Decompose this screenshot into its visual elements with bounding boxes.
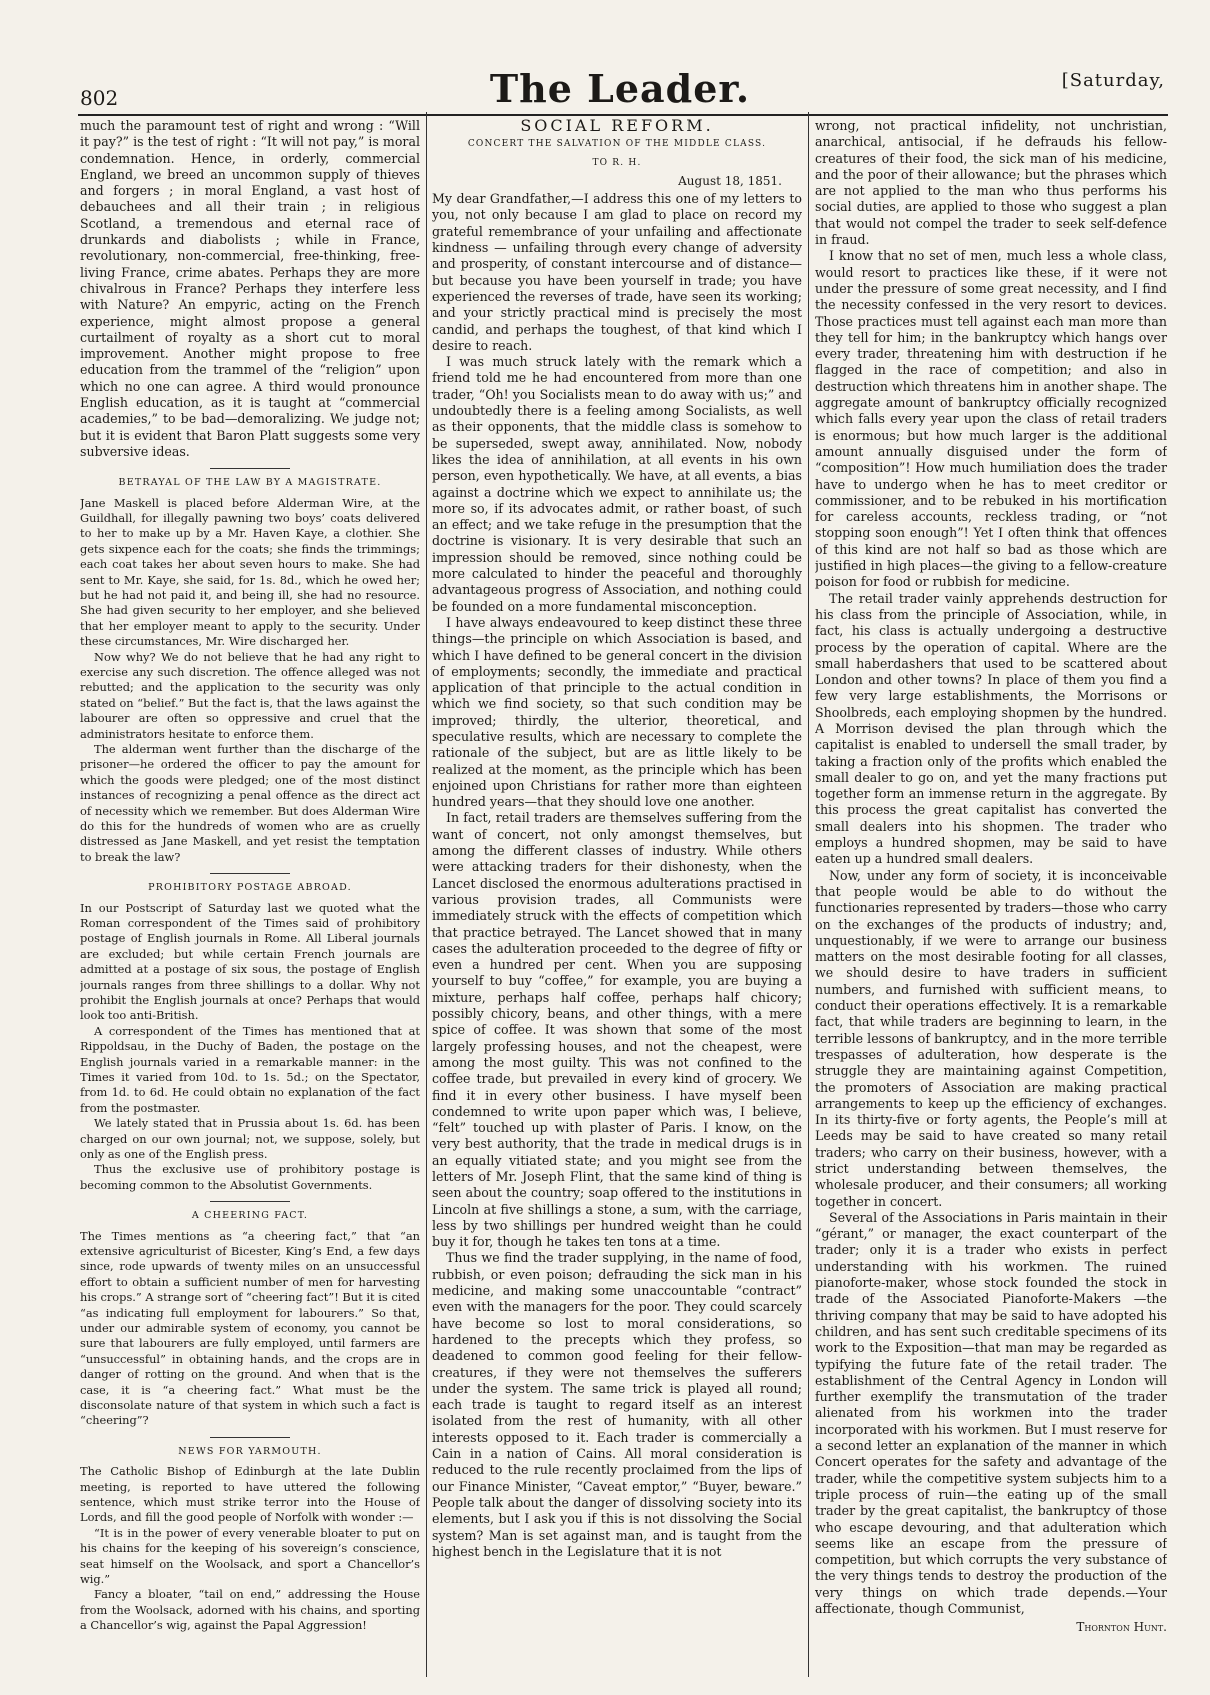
quotation: “It is in the power of every venerable bloater to put on his chains for the keeping of his sovereign’s conscience, seat himself on the Woolsack, and sport a Chancellor’s wig.” <box>80 1525 420 1587</box>
article-date: August 18, 1851. <box>678 173 782 188</box>
paragraph: My dear Grandfather,—I address this one of my letters to you, not only because I am glad to place on record my grateful remembrance of your unfailing and affectionate kindness — unfailing through every change of adversity and prosperity, of constant intercourse and of distance—but because you have been yourself in trade; you have experienced the reverses of trade, have seen its working; and your strictly practical mind is precisely the most candid, and perhaps the toughest, of that kind which I desire to reach. <box>432 191 802 353</box>
column-2 <box>432 118 802 1678</box>
paragraph: Several of the Associations in Paris maintain in their “gérant,” or manager, the exact counterpart of the trader; only it is a trader who exists in perfect understanding with his workmen. The ruined pianoforte-maker, whose stock founded the stock in trade of the Associated Pianoforte-Makers —the thriving company that may be said to have adopted his children, and has sent such creditable specimens of its work to the Exposition—that man may be regarded as typifying the future fate of the retail trader. The establishment of the Central Agency in London will further exemplify the transmutation of the trader alienated from his workmen into the trader incorporated with his workmen. But I must reserve for a second letter an explanation of the manner in which Concert operates for the safety and advantage of the trader, while the competitive system subjects him to a triple process of ruin—the eating up of the small trader by the great capitalist, the bankruptcy of those who escape devouring, and that adulteration which seems like an escape from the pressure of competition, but which corrupts the very substance of the very things tends to destroy the production of the very things on which trade depends.—Your affectionate, though Communist, <box>815 1209 1167 1617</box>
issue-day: [Saturday, <box>1061 70 1165 91</box>
paragraph: In fact, retail traders are themselves suffering from the want of concert, not only amongst themselves, but among the different classes of industry. While others were attacking traders for their dishonesty, when the Lancet disclosed the enormous adulterations practised in various provision trades, all Communists were immediately struck with the effects of competition which that practice betrayed. The Lancet showed that in many cases the adulteration proceeded to the degree of fifty or even a hundred per cent. When you are supposing yourself to buy “coffee,” for example, you are buying a mixture, perhaps half coffee, perhaps half chicory; possibly chicory, beans, and other things, with a mere spice of coffee. It was shown that some of the most largely professing houses, and not the cheapest, were among the most guilty. This was not confined to the coffee trade, but prevailed in every kind of grocery. We find it in every other business. I have myself been condemned to write upon paper which was, I believe, “felt” touched up with plaster of Paris. I know, on the very best authority, that the trade in medical drugs is in an equally vitiated state; and you might see from the letters of Mr. Joseph Flint, that the same kind of thing is seen about the country; soap offered to the institutions in Lincoln at five shillings a stone, a sum, with the carriage, less by two shillings per hundred weight than he could buy it for, though he takes ten tons at a time. <box>432 810 802 1250</box>
paragraph: Thus the exclusive use of prohibitory postage is becoming common to the Absolutist Governments. <box>80 1162 420 1192</box>
paragraph: The Times mentions as “a cheering fact,” that “an extensive agriculturist of Bicester, King’s End, a few days since, rode upwards of twenty miles on an unsuccessful effort to obtain a sufficient number of men for harvesting his crops.” A strange sort of “cheering fact”! But it is cited “as indicating full employment for labourers.” So that, under our admirable system of economy, you cannot be sure that labourers are fully employed, until farmers are “unsuccessful” in obtaining hands, and the crops are in danger of rotting on the ground. And when that is the case, it is “a cheering fact.” What must be the disconsolate nature of that system in which such a fact is “cheering”? <box>80 1228 420 1428</box>
paragraph: We lately stated that in Prussia about 1s. 6d. has been charged on our own journal; not, we suppose, solely, but only as one of the English press. <box>80 1116 420 1162</box>
paragraph: I have always endeavoured to keep distinct these three things—the principle on which Association is based, and which I have defined to be general concert in the division of employments; secondly, the immediate and practical application of that principle to the actual condition in which we find society, so that such condition may be improved; thirdly, the ulterior, theoretical, and speculative results, which are necessary to complete the rationale of the subject, but are as little likely to be realized at the moment, as the principle which has been enjoined upon Christians for rather more than eighteen hundred years—that they should love one another. <box>432 614 802 810</box>
paragraph: Fancy a bloater, “tail on end,” addressing the House from the Woolsack, adorned with his chains, and sporting a Chancellor’s wig, against the Papal Aggression! <box>80 1587 420 1633</box>
section-rule <box>210 1201 290 1202</box>
section-heading: A CHEERING FACT. <box>191 1210 309 1222</box>
paragraph: The retail trader vainly apprehends destruction for his class from the principle of Association, while, in fact, his class is actually undergoing a destructive process by the operation of capital. Where are the small haberdashers that used to be scattered about London and other towns? In place of them you find a few very large establishments, the Morrisons or Shoolbreds, each employing shopmen by the hundred. A Morrison devised the plan through which the capitalist is enabled to undersell the small trader, by taking a fraction only of the profits which enabled the small dealer to go on, and yet the many fractions put together form an immense return in the aggregate. By this process the great capitalist has converted the small dealers into his shopmen. The trader who employs a hundred shopmen, may be said to have eaten up a hundred small dealers. <box>815 590 1167 867</box>
article-subtitle: CONCERT THE SALVATION OF THE MIDDLE CLASS. <box>467 139 767 150</box>
paragraph: Now, under any form of society, it is inconceivable that people would be able to do without the functionaries represented by traders—those who carry on the exchanges of the products of industry; and, unquestionably, if we were to arrange our business matters on the most desirable footing for all classes, we should desire to have traders in sufficient numbers, and furnished with sufficient means, to conduct their operations effectively. It is a remarkable fact, that while traders are beginning to learn, in the terrible lessons of bankruptcy, and in the more terrible trespasses of adulteration, how desperate is the struggle they are maintaining against Competition, the promoters of Association are making practical arrangements to keep up the efficiency of exchanges. In its thirty-five or forty agents, the People’s mill at Leeds may be said to have created so many retail traders; who carry on their business, however, with a strict understanding between themselves, the wholesale producer, and their consumers; all working together in concert. <box>815 867 1167 1209</box>
paragraph: Now why? We do not believe that he had any right to exercise any such discretion. The offence alleged was not rebutted; and the application to the security was only stated on “belief.” But the fact is, that the laws against the labourer are often so oppressive and cruel that the administrators hesitate to enforce them. <box>80 649 420 741</box>
paragraph: wrong, not practical infidelity, not unchristian, anarchical, antisocial, if he defrauds his fellow-creatures of their food, the sick man of his medicine, and the poor of their allowance; but the phrases which are not applied to the man who thus performs his social duties, are applied to those who suggest a plan that would not compel the trader to seek self-defence in fraud. <box>815 118 1167 248</box>
masthead-title: The Leader. <box>489 66 751 111</box>
section-heading: BETRAYAL OF THE LAW BY A MAGISTRATE. <box>118 477 382 489</box>
page-header <box>80 62 1165 114</box>
section-rule <box>210 468 290 469</box>
paragraph: Thus we find the trader supplying, in the name of food, rubbish, or even poison; defrauding the sick man in his medicine, and making some unaccountable “contract” even with the managers for the poor. They could scarcely have become so lost to moral considerations, so hardened to the precepts which they profess, so deadened to common good feeling for their fellow-creatures, if they were not themselves the sufferers under the system. The same trick is played all round; each trade is taught to regard itself as an interest isolated from the rest of humanity, with all other interests opposed to it. Each trader is commercially a Cain in a nation of Cains. All moral consideration is reduced to the rule recently proclaimed from the lips of our Finance Minister, “Caveat emptor,” “Buyer, beware.” People talk about the danger of dissolving society into its elements, but I ask you if this is not dissolving the Social system? Man is set against man, and is taught from the highest bench in the Legislature that it is not <box>432 1250 802 1559</box>
section-rule <box>210 1437 290 1438</box>
paragraph: Jane Maskell is placed before Alderman Wire, at the Guildhall, for illegally pawning two boys’ coats delivered to her to make up by a Mr. Haven Kaye, a clothier. She gets sixpence each for the coats; she finds the trimmings; each coat takes her about seven hours to make. She had sent to Mr. Kaye, she said, for 1s. 8d., which he owed her; but he had not paid it, and being ill, she had no resource. She had given security to her employer, and she believed that her employer meant to apply to the security. Under these circumstances, Mr. Wire discharged her. <box>80 495 420 649</box>
paragraph: I was much struck lately with the remark which a friend told me he had encountered from more than one trader, “Oh! you Socialists mean to do away with us;” and undoubtedly there is a feeling among Socialists, as well as their opponents, that the middle class is somehow to be superseded, swept away, annihilated. Now, nobody likes the idea of annihilation, at all events in his own person, even hypothetically. We have, at all events, a bias against a doctrine which we expect to annihilate us; the more so, if its advocates admit, or rather boast, of such an effect; and we take refuge in the presumption that the doctrine is visionary. It is very desirable that such an impression should be removed, since nothing could be more calculated to hinder the peaceful and thoroughly advantageous progress of Association, and nothing could be founded on a more fundamental misconception. <box>432 354 802 614</box>
article-recipient: TO R. H. <box>592 157 642 168</box>
column-divider <box>426 112 427 1677</box>
paragraph: The Catholic Bishop of Edinburgh at the late Dublin meeting, is reported to have uttered the following sentence, which must strike terror into the House of Lords, and fill the good people of Norfolk with wonder :— <box>80 1464 420 1525</box>
section-heading: NEWS FOR YARMOUTH. <box>178 1445 322 1457</box>
paragraph: In our Postscript of Saturday last we quoted what the Roman correspondent of the Times said of prohibitory postage of English journals in Rome. All Liberal journals are excluded; but while certain French journals are admitted at a postage of six sous, the postage of English journals ranges from three shillings to a dollar. Why not prohibit the English journals at once? Perhaps that would look too anti-British. <box>80 900 420 1023</box>
header-rule <box>78 114 1168 116</box>
article-title: SOCIAL REFORM. <box>520 118 714 135</box>
paragraph: The alderman went further than the discharge of the prisoner—he ordered the officer to pay the amount for which the goods were pledged; one of the most distinct instances of recognizing a penal offence as the direct act of necessity which we remember. But does Alderman Wire do this for the hundreds of women who are as cruelly distressed as Jane Maskell, and yet resist the temptation to break the law? <box>80 742 420 864</box>
paragraph: much the paramount test of right and wrong : “Will it pay?” is the test of right : “It will not pay,” is moral condemnation. Hence, in orderly, commercial England, we breed an uncommon supply of thieves and forgers ; in moral England, a vast host of debauchees and all their train ; in religious Scotland, a tremendous and eternal race of drunkards and diabolists ; while in France, revolutionary, non-commercial, free-thinking, free-living France, crime abates. Perhaps they are more chivalrous in France? Perhaps they interfere less with Nature? An empyric, acting on the French experience, might almost propose a general curtailment of royalty as a short cut to moral improvement. Another might propose to free education from the trammel of the “religion” upon which no one can agree. A third would pronounce English education, as it is taught at “commercial academies,” to be bad—demoralizing. We judge not; but it is evident that Baron Platt suggests some very subversive ideas. <box>80 118 420 459</box>
section-rule <box>210 873 290 874</box>
column-3 <box>815 118 1167 1678</box>
paragraph: A correspondent of the Times has mentioned that at Rippoldsau, in the Duchy of Baden, the postage on the English journals varied in a remarkable manner: in the Times it varied from 10d. to 1s. 5d.; on the Spectator, from 1d. to 6d. He could obtain no explanation of the fact from the postmaster. <box>80 1023 420 1115</box>
column-divider <box>808 112 809 1677</box>
page-number: 802 <box>80 86 119 110</box>
author-signature: Thornton Hunt. <box>1076 1620 1167 1635</box>
paragraph: I know that no set of men, much less a whole class, would resort to practices like these, if it were not under the pressure of some great necessity, and I find the necessity confessed in the very resort to devices. Those practices must tell against each man more than they tell for him; in the bankruptcy which hangs over every trader, threatening him with destruction if he flagged in the race of competition; and also in destruction which threatens him in another shape. The aggregate amount of bankruptcy officially recognized which falls every year upon the class of retail traders is enormous; but how much larger is the additional amount annually disguised under the form of “composition”! How much humiliation does the trader have to undergo when he has to meet creditor or commissioner, and to be rebuked in his mortification for careless accounts, reckless trading, or “not stopping soon enough”! Yet I often think that offences of this kind are not half so bad as those which are justified in high places—the giving to a fellow-creature poison for food or rubbish for medicine. <box>815 248 1167 590</box>
section-heading: PROHIBITORY POSTAGE ABROAD. <box>148 882 352 894</box>
column-1 <box>80 118 420 1678</box>
